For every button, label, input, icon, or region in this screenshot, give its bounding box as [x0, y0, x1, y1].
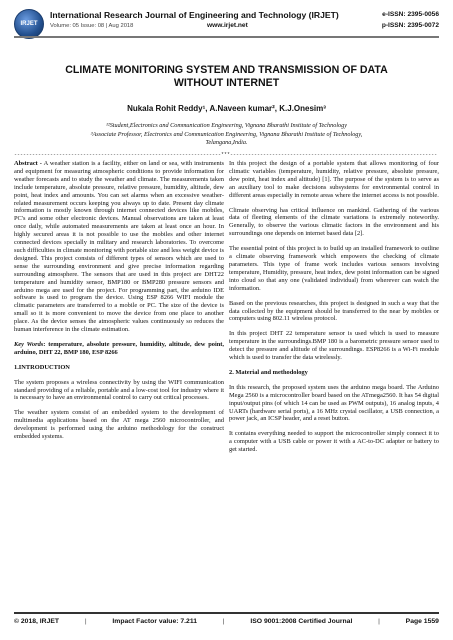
logo-text: IRJET	[20, 21, 38, 27]
affiliation-professor-line-2: Telangana,India.	[205, 139, 248, 147]
paper-title	[30, 64, 423, 90]
footer-pipe: |	[84, 618, 87, 625]
abstract-text: A weather station is a facility, either on land or sea, with instruments and equipment for measuring atmospheric conditions to provide information for weather forecasts and to study the weather and climate. The measurements taken include temperature, absolute pressure, relative pressure, humidity, altitude, dew point, heat index and amounts. You can set alarms when an excessive weather-related measurement occurs keeping you always up to date. Present day climate information is mostly known through internet connected devices like mobiles, PC's and some other electronic devices. Manual observations are taken at least once daily, while automated measurements are taken at least once an hour. In highly secured areas it is not possible to use the mobiles and other internet connected devices specially in military and research laboratories. To overcome such difficulties in climate monitoring with portable size and less weight device is designed. This project consists of different types of sensors which are used to sense the surrounding environment and give precise information regarding surrounding atmosphere. The sensors that are used in this project are DHT22 temperature and humidity sensor, BMP180 or BMP280 pressure sensors and arduino mega are used for the project. For programming part, the arduino IDE software is used to program the device. Using ESP 8266 WIFI module the climatic parameters are transferred to a mobile or PC. The size of the device is small so it is more convenient to move the device from one place to another place. As the device senses the atmospheric values continuously so reduces the human interference in the climate estimation.	[14, 160, 225, 334]
journal-name: International Research Journal of Engineering and Technology (IRJET)	[50, 10, 339, 20]
footer-iso: ISO 9001:2008 Certified Journal	[250, 618, 353, 625]
affiliation-professor	[30, 131, 423, 148]
page-footer	[14, 618, 439, 625]
abstract-label: Abstract -	[14, 160, 42, 167]
paper-title-line-1: CLIMATE MONITORING SYSTEM AND TRANSMISSION OF DATA	[65, 64, 388, 76]
keywords-label: Key Words	[14, 340, 44, 348]
journal-header	[14, 8, 439, 48]
irjet-logo	[14, 9, 44, 39]
intro-paragraph-1: The system proposes a wireless connectivity by using the WIFI communication standard providing of a reliable, portable and a low-cost tool for industry where it is necessary to have an environmental control to carry out critical processes.	[14, 378, 224, 402]
paper-authors: Nukala Rohit Reddy¹, A.Naveen kumar², K.J.Onesim³	[127, 104, 326, 113]
p-issn: p-ISSN: 2395-0072	[381, 22, 439, 29]
section-heading-methodology: 2. Material and methodology	[229, 368, 308, 376]
footer-divider	[14, 612, 439, 614]
journal-website-link[interactable]: www.irjet.net	[207, 22, 248, 29]
header-divider	[14, 36, 439, 38]
footer-pipe: |	[378, 618, 380, 625]
body-paragraph-4: Based on the previous researches, this project is designed in such a way that the data collected by the equipment should be transferred to the near by mobiles or computers using 802.11 wireless protocol.	[229, 299, 439, 323]
section-heading-introduction: 1.INTRODUCTION	[14, 363, 70, 371]
footer-pipe: |	[222, 618, 225, 625]
affiliation-students: ¹²Student,Electronics and Communication Engineering, Vignana Bharathi Institute of Technology	[106, 122, 347, 129]
footer-page-number: Page 1559	[405, 618, 439, 625]
affiliation-professor-line-1: ³Associate Professor, Electronics and Communication Engineering, Vignana Bharathi Institute of Technology,	[90, 131, 363, 138]
body-paragraph-3: The essential point of this project is to build up an installed framework to outline a climate observing framework which empowers the checking of climate parameters. This type of frame work includes various sensors involving temperature, Humidity, pressure, heat index, dew point information can be signed into cloud so that any one (validated individual) from wherever can watch the information.	[229, 245, 439, 292]
abstract	[14, 160, 224, 334]
keywords-text: : temperature, absolute pressure, humidity, altitude, dew point, arduino, DHT 22, BMP 180, ESP 8266	[14, 340, 224, 356]
body-paragraph-5: In this project DHT 22 temperature sensor is used which is used to measure temperature in the surroundings.BMP 180 is a barometric pressure sensor used to detect the pressure and altitude of the surroundings. ESP8266 is a Wi-Fi module which is used to transfer the data wirelessly.	[229, 330, 439, 362]
body-paragraph-7: It contains everything needed to support the microcontroller simply connect it to a computer with a USB cable or power it with a AC-to-DC adapter or battery to get started.	[229, 430, 439, 454]
body-paragraph-2: Climate observing has critical influence on mankind. Gathering of the various data of fleeting elements of the climate variations is extremely noteworthy. Generally, to observe the various climatic factors in the environment and his surroundings one depends on internet based data [2].	[229, 206, 439, 238]
intro-paragraph-2: The weather system consist of an embedded system to the development of multimedia applications based on the AT mega 2560 microcontroller, and development is performed using the arduino methodology for the construct embedded systems.	[14, 409, 224, 441]
paper-title-line-2: WITHOUT INTERNET	[173, 77, 280, 89]
e-issn: e-ISSN: 2395-0056	[382, 11, 439, 18]
footer-impact-factor: Impact Factor value: 7.211	[112, 618, 198, 625]
footer-copyright: © 2018, IRJET	[14, 618, 60, 625]
body-paragraph-1: In this project the design of a portable system that allows monitoring of four climatic variables (temperature, humidity, relative pressure, absolute pressure, dew point, heat index and altitude) [1]. The purpose of the system is to serve as an auxiliary tool to make decisions subsystems for environmental control in different areas especially in remote areas where the internet access is not possible.	[229, 160, 439, 199]
section-separator: ---------------------------------------------------------------------***---------------------------------------------------------------------	[14, 152, 438, 158]
right-column	[229, 160, 439, 461]
volume-issue: Volume: 05 Issue: 08 | Aug 2018	[50, 23, 134, 29]
left-column	[14, 160, 224, 448]
keywords	[14, 341, 224, 357]
body-paragraph-6: In this research, the proposed system uses the arduino mega board. The Arduino Mega 2560 is a microcontroller board based on the ATmega2560. It has 54 digital input/output pins (of which 14 can be used as PWM outputs), 16 analog inputs, 4 UARTs (hardware serial ports), a 16 MHz crystal oscillator, a USB connection, a power jack, an ICSP header, and a reset button.	[229, 383, 439, 423]
